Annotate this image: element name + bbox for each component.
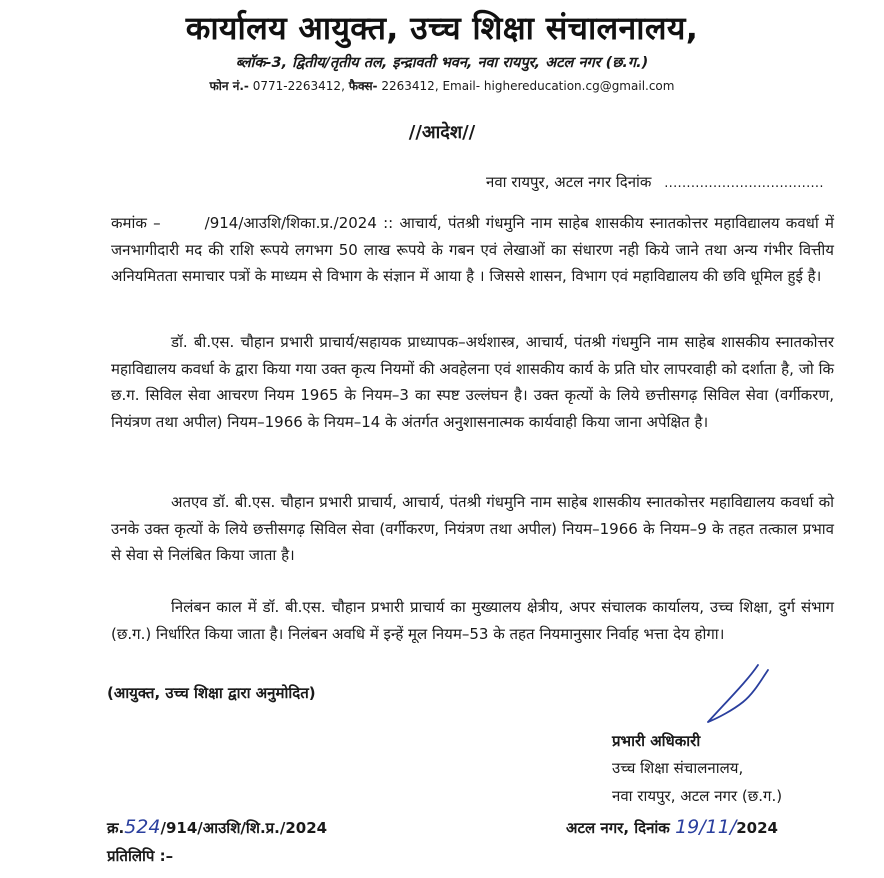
phone-label: फोन नं.- xyxy=(209,79,249,93)
copy-to-label: प्रतिलिपि :– xyxy=(107,847,174,865)
date-blank: .................................... xyxy=(664,176,824,191)
email: Email- highereducation.cg@gmail.com xyxy=(442,79,675,93)
signatory-place: नवा रायपुर, अटल नगर (छ.ग.) xyxy=(612,787,783,805)
fax-label: फैक्स- xyxy=(348,79,378,93)
paragraph-1 xyxy=(111,210,834,290)
approval-note: (आयुक्त, उच्च शिक्षा द्वारा अनुमोदित) xyxy=(107,684,316,702)
handwritten-date: 19/11/ xyxy=(675,816,737,838)
endorsement-date-label: अटल नगर, दिनांक xyxy=(566,819,670,837)
office-title: कार्यालय आयुक्त, उच्च शिक्षा संचालनालय, xyxy=(185,9,699,47)
endorsement-ref: /914/आउशि/शि.प्र./2024 xyxy=(160,819,328,837)
endorsement-year: 2024 xyxy=(736,819,778,837)
endorsement-prefix: क्र. xyxy=(107,819,125,837)
signature-mark xyxy=(698,660,778,730)
fax-number: 2263412, xyxy=(381,79,439,93)
paragraph-3-text: अतएव डॉ. बी.एस. चौहान प्रभारी प्राचार्य, आचार्य, पंतश्री गंधमुनि नाम साहेब शासकीय स्नातकोत्तर महाविद्यालय कवर्धा को उनके उक्त कृत्यों के लिये छत्तीसगढ़ सिविल सेवा (वर्गीकरण, नियंत्रण तथा अपील) नियम–1966 के नियम–9 के तहत तत्काल प्रभाव से सेवा से निलंबित किया जाता है। xyxy=(111,493,834,564)
paragraph-1-text: आचार्य, पंतश्री गंधमुनि नाम साहेब शासकीय स्नातकोत्तर महाविद्यालय कवर्धा में जनभागीदारी मद की राशि रूपये लगभग 50 लाख रूपये के गबन एवं लेखाओं का संधारण नही किये जाने तथा अन्य गंभीर वित्तीय अनियमितता समाचार पत्रों के माध्यम से विभाग के संज्ञान में आया है । जिससे शासन, विभाग एवं महाविद्यालय की छवि धूमिल हुई है। xyxy=(111,214,834,285)
place-date-line xyxy=(486,172,824,192)
paragraph-4 xyxy=(111,594,834,647)
handwritten-number: 524 xyxy=(124,816,161,838)
paragraph-2 xyxy=(111,329,834,435)
paragraph-4-text: निलंबन काल में डॉ. बी.एस. चौहान प्रभारी प्राचार्य का मुख्यालय क्षेत्रीय, अपर संचालक कार्यालय, उच्च शिक्षा, दुर्ग संभाग (छ.ग.) निर्धारित किया जाता है। निलंबन अवधि में इन्हें मूल नियम–53 के तहत नियमानुसार निर्वाह भत्ता देय होगा। xyxy=(111,598,834,643)
paragraph-2-text: डॉ. बी.एस. चौहान प्रभारी प्राचार्य/सहायक प्राध्यापक–अर्थशास्त्र, आचार्य, पंतश्री गंधमुनि नाम साहेब शासकीय स्नातकोत्तर महाविद्यालय कवर्धा के द्वारा किया गया उक्त कृत्य नियमों की अवहेलना एवं शासकीय कार्य के प्रति घोर लापरवाही को दर्शाता है, जो कि छ.ग. सिविल सेवा आचरण नियम 1965 के नियम–3 का स्पष्ट उल्लंघन है। उक्त कृत्यों के लिये छत्तीसगढ़ सिविल सेवा (वर्गीकरण, नियंत्रण तथा अपील) नियम–1966 के नियम–14 के अंतर्गत अनुशासनात्मक कार्यवाही किया जाना अपेक्षित है। xyxy=(111,333,834,431)
place-date-text: नवा रायपुर, अटल नगर दिनांक xyxy=(486,173,652,191)
office-address: ब्लॉक-3, द्वितीय/तृतीय तल, इन्द्रावती भवन, नवा रायपुर, अटल नगर (छ.ग.) xyxy=(235,55,649,71)
signatory-office: उच्च शिक्षा संचालनालय, xyxy=(612,759,744,777)
signatory-designation: प्रभारी अधिकारी xyxy=(612,732,701,750)
phone-number: 0771-2263412, xyxy=(252,79,345,93)
paragraph-3 xyxy=(111,489,834,569)
contact-line xyxy=(0,77,884,94)
endorsement-date xyxy=(566,816,778,838)
order-heading: //आदेश// xyxy=(408,122,476,143)
reference-number: /914/आउशि/शिका.प्र./2024 :: xyxy=(204,214,394,232)
reference-prefix: कमांक – xyxy=(111,214,161,232)
endorsement-number xyxy=(107,816,327,838)
